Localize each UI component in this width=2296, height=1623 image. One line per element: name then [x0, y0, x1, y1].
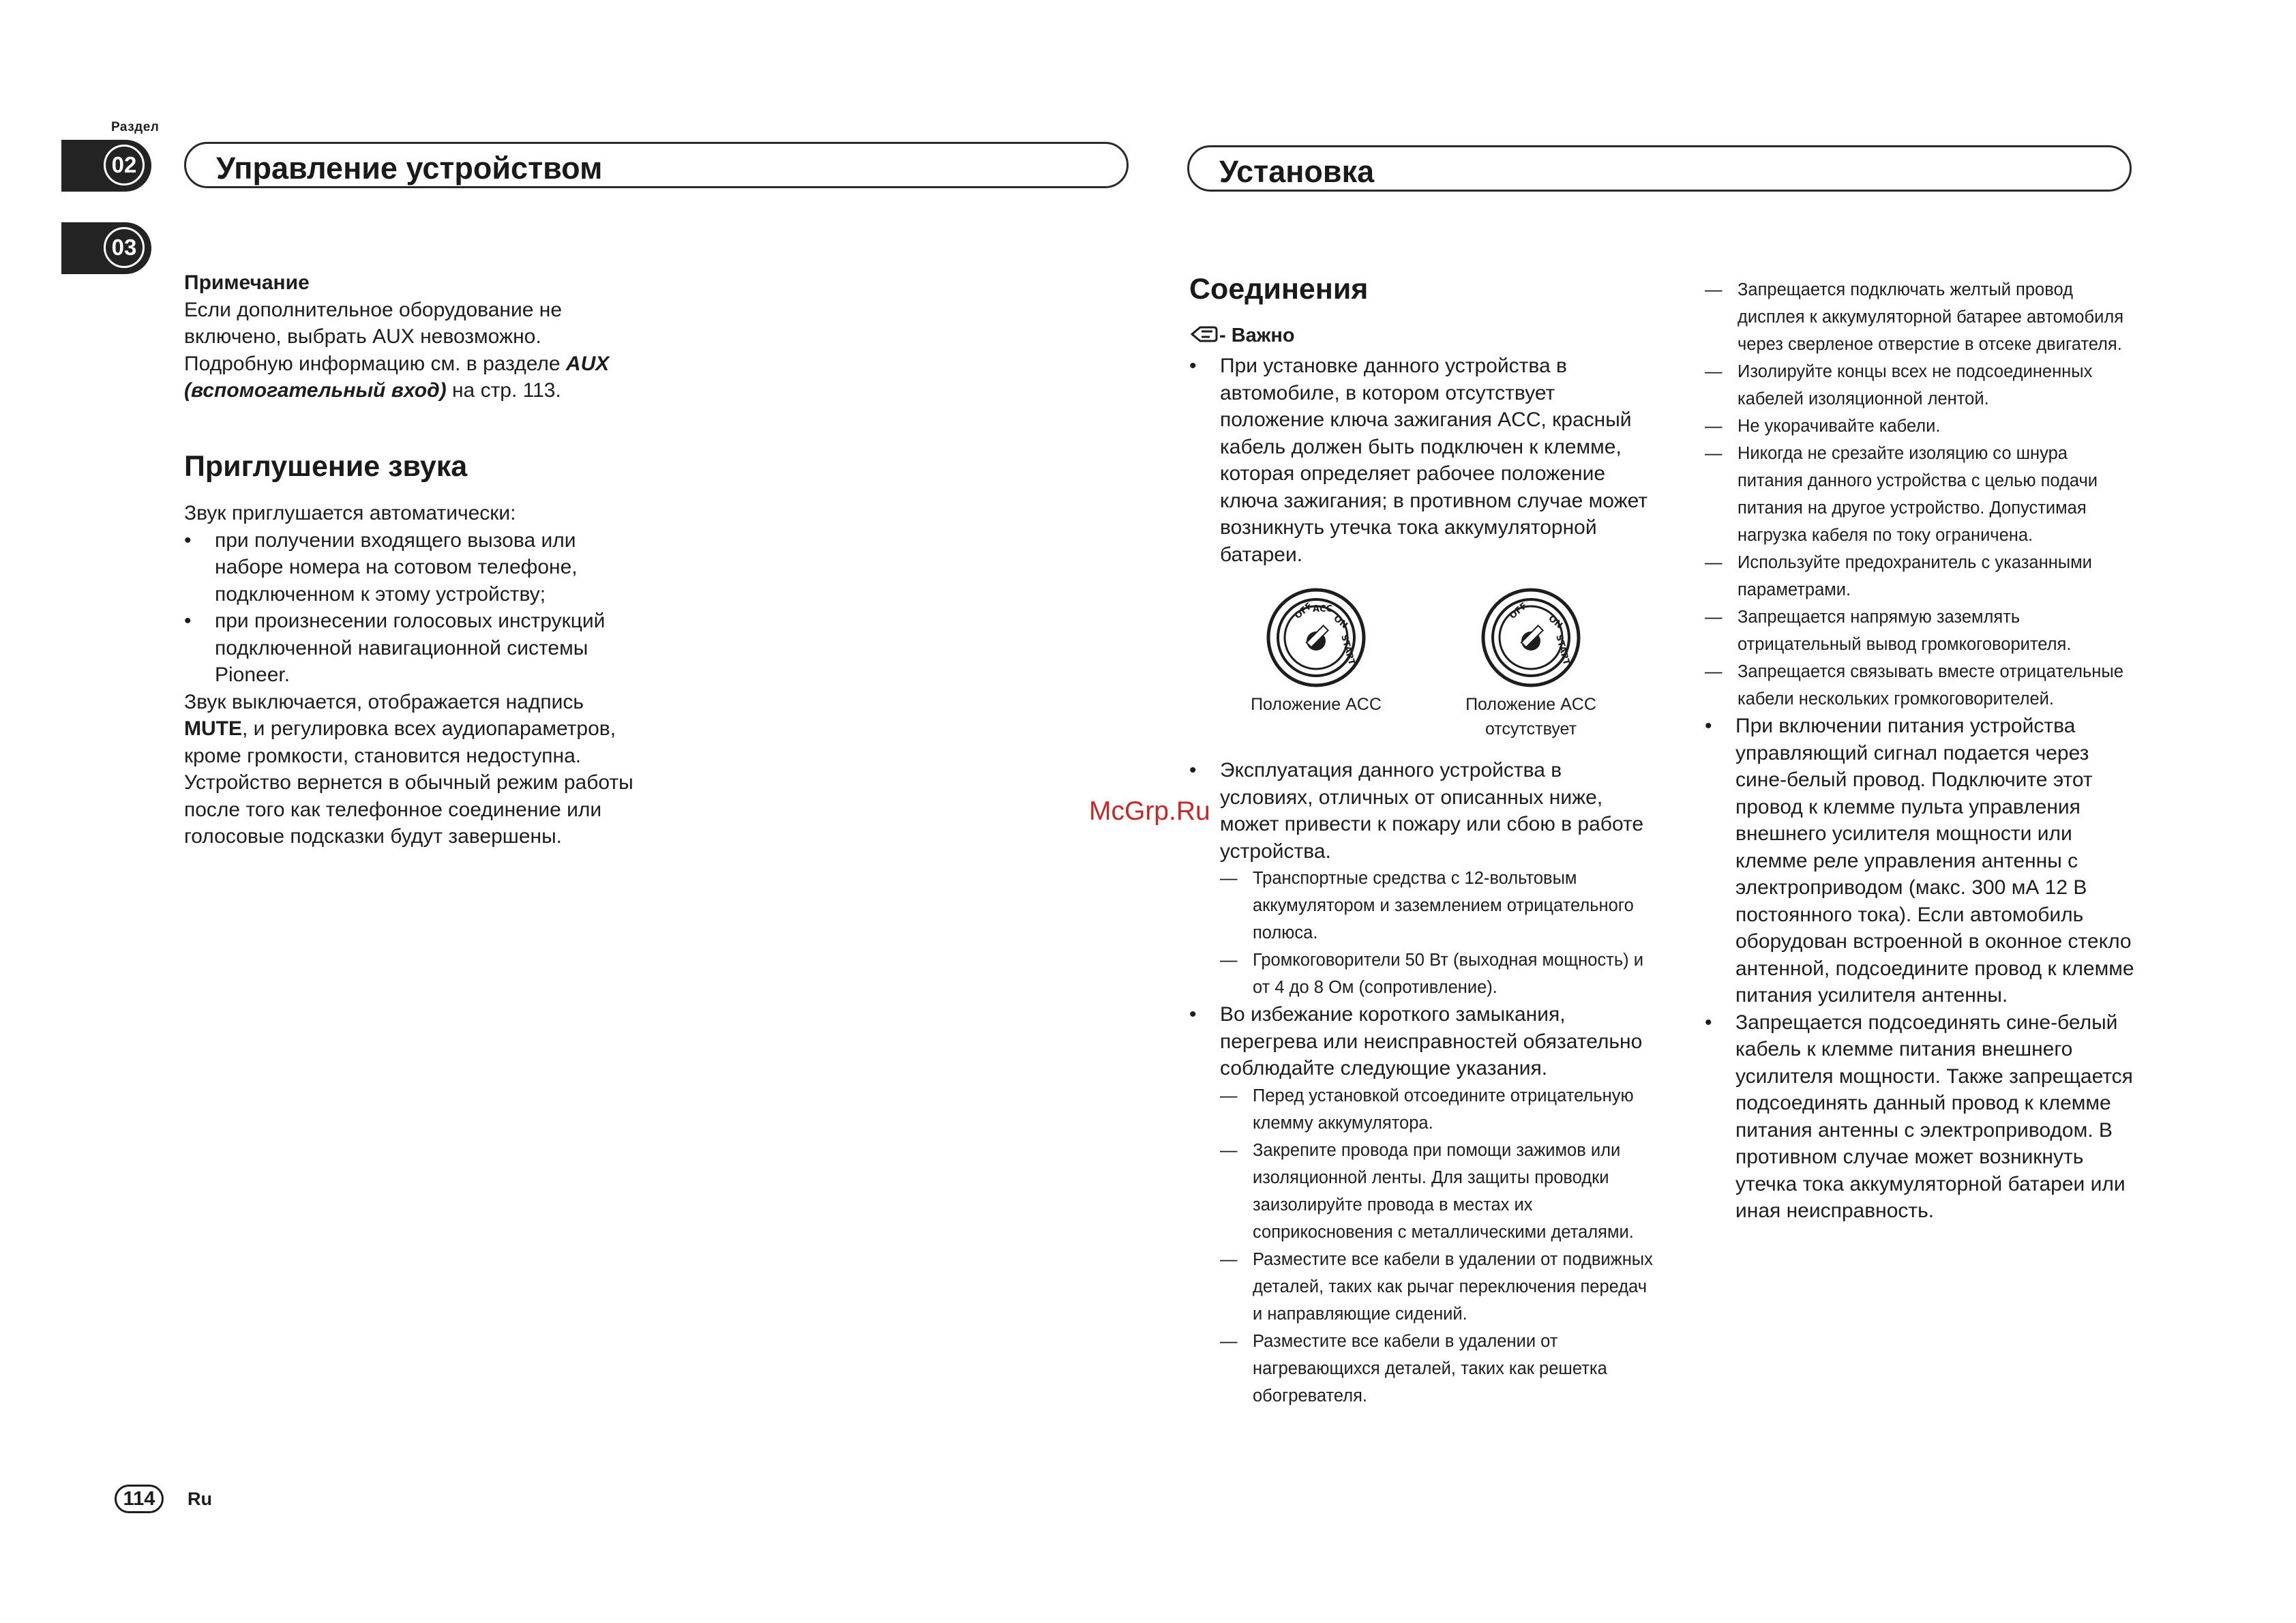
mute-heading: Приглушение звука [184, 450, 468, 483]
important-text: Важно [1231, 325, 1295, 346]
left-page-title: Управление устройством [216, 151, 603, 185]
list-item: • Запрещается подсоединять сине-белый кабель к клемме питания внешнего усилителя мощности. Также запрещается подсоединять данный провод к клемме питания антенны с электроприводом. В противном случае может возникнуть утечка тока аккумуляторной батареи или иная неисправность. [1705, 1009, 2134, 1225]
watermark: McGrp.Ru [1089, 796, 1210, 826]
svg-text:OFF: OFF [1507, 601, 1530, 622]
note-crossref: AUX (вспомогательный вход) [184, 352, 610, 402]
section-tab-02[interactable] [61, 140, 151, 192]
list-item: — Используйте предохранитель с указанными параметрами. [1705, 549, 2134, 604]
svg-text:START: START [1339, 634, 1357, 667]
section-tab-03[interactable] [61, 222, 151, 274]
mute-indicator: MUTE [184, 717, 242, 740]
page-number: 114 [115, 1485, 164, 1513]
list-item: — Перед установкой отсоедините отрицательную клемму аккумулятора. [1220, 1082, 1660, 1137]
list-item: • При установке данного устройства в автомобиле, в котором отсутствует положение ключа зажигания ACC, красный кабель должен быть подключен к клемме, которая определяет рабочее положение ключа зажигания; в противном случае может возникнуть утечка тока аккумуляторной батареи. [1189, 353, 1653, 568]
list-item: — Разместите все кабели в удалении от подвижных деталей, таких как рычаг переключения передач и направляющие сидений. [1220, 1246, 1660, 1328]
mute-section [184, 500, 648, 850]
svg-text:ACC: ACC [1313, 604, 1333, 614]
ignition-key-no-acc-icon [1480, 586, 1582, 689]
list-item: — Транспортные средства с 12-вольтовым аккумулятором и заземлением отрицательного полюса. [1220, 865, 1660, 947]
connections-heading: Соединения [1189, 273, 1369, 306]
section-tab-number: 02 [104, 145, 145, 185]
note-title: Примечание [184, 271, 310, 294]
list-item: — Не укорачивайте кабели. [1705, 413, 2134, 440]
list-item: — Громкоговорители 50 Вт (выходная мощность) и от 4 до 8 Ом (сопротивление). [1220, 947, 1660, 1001]
note-text: Если дополнительное оборудование не включено, выбрать AUX невозможно. Подробную информацию см. в разделе AUX (вспомогательный вход) на стр. 113. [184, 298, 610, 402]
important-icon [1189, 323, 1219, 349]
figure-caption: Положение ACC отсутствует [1465, 695, 1596, 739]
figure-caption: Положение ACC [1251, 695, 1382, 714]
col2-dash-list [1705, 276, 2134, 713]
mute-description: Звук выключается, отображается надпись MUTE, и регулировка всех аудиопараметров, кроме громкости, становится недоступна. Устройство вернется в обычный режим работы после того как телефонное соединение или голосовые подсказки будут завершены. [184, 690, 633, 848]
mute-intro: Звук приглушается автоматически: [184, 502, 516, 524]
list-item: — Никогда не срезайте изоляцию со шнура питания данного устройства с целью подачи питания на другое устройство. Допустимая нагрузка кабеля по току ограничена. [1705, 440, 2134, 549]
list-item: — Разместите все кабели в удалении от нагревающихся деталей, таких как решетка обогревателя. [1220, 1328, 1660, 1410]
list-item: — Закрепите провода при помощи зажимов или изоляционной ленты. Для защиты проводки заизолируйте провода в местах их соприкосновения с металлическими деталями. [1220, 1137, 1660, 1246]
right-page-title: Установка [1219, 154, 1375, 189]
list-item: — Запрещается связывать вместе отрицательные кабели нескольких громкоговорителей. [1705, 658, 2134, 713]
list-item: • при произнесении голосовых инструкций подключенной навигационной системы Pioneer. [184, 608, 648, 689]
section-label: Раздел [111, 120, 160, 134]
left-header-bar [184, 142, 1129, 188]
svg-text:START: START [1553, 634, 1572, 667]
list-item: • при получении входящего вызова или наборе номера на сотовом телефоне, подключенном к этому устройству; [184, 527, 648, 608]
svg-text:ON: ON [1331, 613, 1350, 631]
mute-list [184, 527, 648, 689]
important-label: - Важно [1189, 323, 1653, 349]
list-item: • Эксплуатация данного устройства в условиях, отличных от описанных ниже, может привести к пожару или сбою в работе устройства. — Транспортные средства с 12-вольтовым аккумулятором и заземлением отрицательного полюса. — Громкоговорители 50 Вт (выходная мощность) и от 4 до 8 Ом (сопротивление). [1189, 757, 1660, 1001]
list-item: — Запрещается напрямую заземлять отрицательный вывод громкоговорителя. [1705, 604, 2134, 658]
col2-bullet-list [1705, 713, 2134, 1225]
column-two [1705, 276, 2134, 1225]
acc-warning [1189, 353, 1653, 568]
list-item: — Запрещается подключать желтый провод дисплея к аккумуляторной батарее автомобиля через сверленое отверстие в отсеке двигателя. [1705, 276, 2134, 358]
svg-text:ON: ON [1546, 613, 1564, 631]
list-item: — Изолируйте концы всех не подсоединенных кабелей изоляционной лентой. [1705, 358, 2134, 413]
list-item: • При включении питания устройства управляющий сигнал подается через сине-белый провод. Подключите этот провод к клемме пульта управления внешнего усилителя мощности или клемме реле управления антенны с электроприводом (макс. 300 мА 12 В постоянного тока). Если автомобиль оборудован встроенной в оконное стекло антенной, подсоедините провод к клемме питания усилителя антенны. [1705, 713, 2134, 1009]
figure-acc [1227, 586, 1405, 717]
short-circuit-sublist [1220, 1082, 1660, 1410]
list-item: • Во избежание короткого замыкания, перегрева или неисправностей обязательно соблюдайте следующие указания. — Перед установкой отсоедините отрицательную клемму аккумулятора. — Закрепите провода при помощи зажимов или изоляционной ленты. Для защиты проводки заизолируйте провода в местах их соприкосновения с металлическими деталями. — Разместите все кабели в удалении от подвижных деталей, таких как рычаг переключения передач и направляющие сидений. — Разместите все кабели в удалении от нагревающихся деталей, таких как решетка обогревателя. [1189, 1001, 1660, 1410]
right-header-bar [1187, 145, 2132, 192]
operation-sublist [1220, 865, 1660, 1001]
section-tab-number: 03 [104, 227, 145, 268]
svg-text:OFF: OFF [1292, 601, 1315, 622]
language-code: Ru [188, 1489, 212, 1509]
operation-conditions [1189, 757, 1660, 1410]
note-block [184, 269, 648, 404]
figure-no-acc [1439, 586, 1623, 741]
ignition-key-acc-icon [1265, 586, 1367, 689]
